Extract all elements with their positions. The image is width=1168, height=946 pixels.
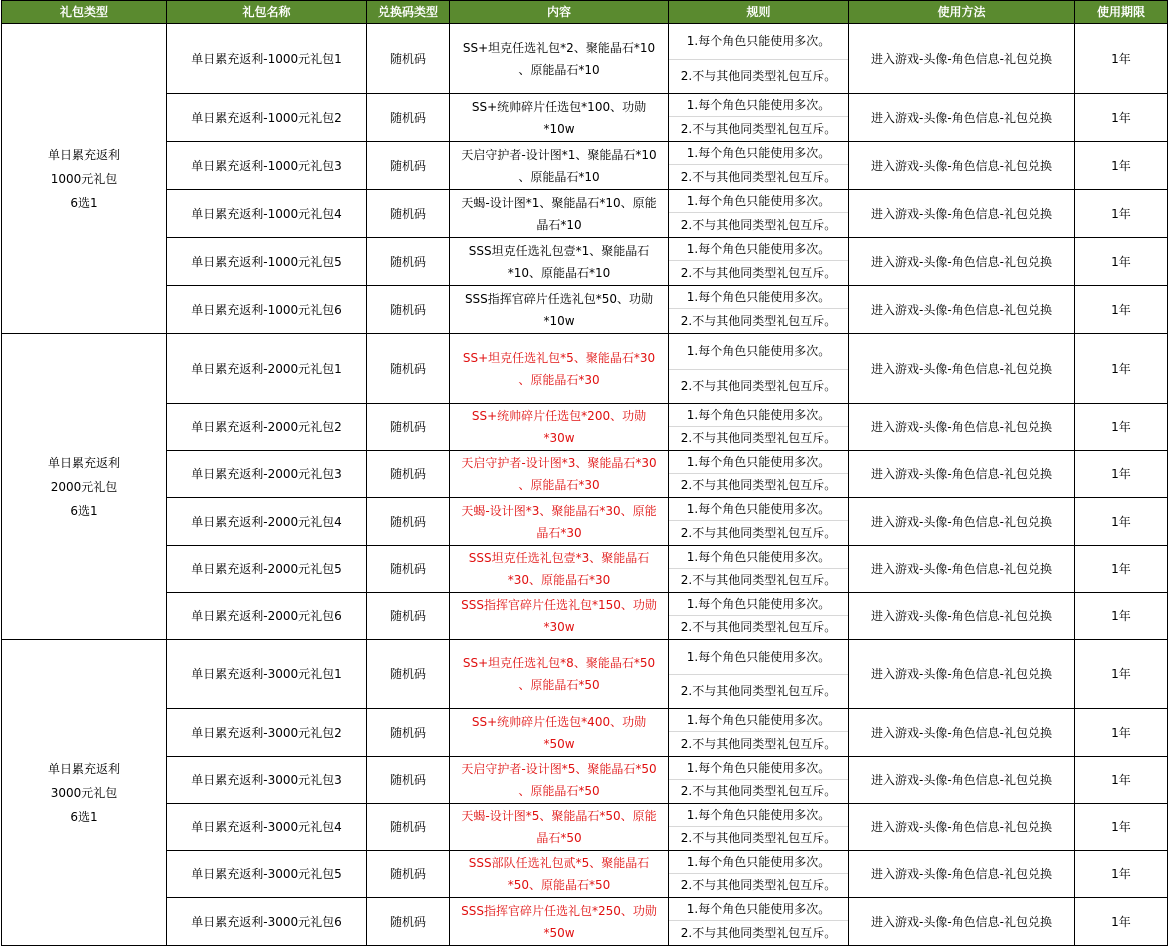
rule-line-2: 2.不与其他同类型礼包互斥。 xyxy=(680,170,837,184)
period-cell: 1年 xyxy=(1075,593,1168,640)
rule-line-1: 1.每个角色只能使用多次。 xyxy=(669,498,848,521)
rule-line-2: 2.不与其他同类型礼包互斥。 xyxy=(680,478,837,492)
table-row xyxy=(2,24,1168,94)
period-cell: 1年 xyxy=(1075,190,1168,238)
header-period: 使用期限 xyxy=(1075,1,1168,24)
rule-line-2: 2.不与其他同类型礼包互斥。 xyxy=(680,831,837,845)
period-cell: 1年 xyxy=(1075,286,1168,334)
table-row xyxy=(2,404,1168,451)
gift-type-line: 单日累充返利 xyxy=(47,761,120,776)
table-row xyxy=(2,546,1168,593)
rule-cell xyxy=(669,94,849,142)
period-cell: 1年 xyxy=(1075,851,1168,898)
content-line: SS+坦克任选礼包*2、聚能晶石*10 xyxy=(462,40,656,55)
method-cell: 进入游戏-头像-角色信息-礼包兑换 xyxy=(849,851,1075,898)
gift-type-line: 单日累充返利 xyxy=(47,455,120,470)
method-cell: 进入游戏-头像-角色信息-礼包兑换 xyxy=(849,640,1075,709)
code-type-cell: 随机码 xyxy=(367,190,450,238)
method-cell: 进入游戏-头像-角色信息-礼包兑换 xyxy=(849,24,1075,94)
rule-cell xyxy=(669,709,849,757)
method-cell: 进入游戏-头像-角色信息-礼包兑换 xyxy=(849,334,1075,404)
period-cell: 1年 xyxy=(1075,898,1168,946)
rule-line-1: 1.每个角色只能使用多次。 xyxy=(669,709,848,732)
content-line: 、原能晶石*30 xyxy=(518,372,600,387)
content-cell xyxy=(450,238,669,286)
rule-line-2: 2.不与其他同类型礼包互斥。 xyxy=(680,218,837,232)
method-cell: 进入游戏-头像-角色信息-礼包兑换 xyxy=(849,286,1075,334)
gift-name-cell: 单日累充返利-2000元礼包1 xyxy=(167,334,367,404)
gift-table xyxy=(1,0,1168,946)
content-cell xyxy=(450,404,669,451)
gift-type-cell xyxy=(2,640,167,946)
content-line: SS+统帅碎片任选包*100、功勋 xyxy=(471,99,647,114)
content-line: 晶石*30 xyxy=(536,525,582,540)
header-gift-type: 礼包类型 xyxy=(2,1,167,24)
rule-cell xyxy=(669,546,849,593)
method-cell: 进入游戏-头像-角色信息-礼包兑换 xyxy=(849,238,1075,286)
period-cell: 1年 xyxy=(1075,804,1168,851)
gift-name-cell: 单日累充返利-1000元礼包1 xyxy=(167,24,367,94)
rule-cell xyxy=(669,593,849,640)
table-row xyxy=(2,804,1168,851)
method-cell: 进入游戏-头像-角色信息-礼包兑换 xyxy=(849,451,1075,498)
method-cell: 进入游戏-头像-角色信息-礼包兑换 xyxy=(849,546,1075,593)
content-cell xyxy=(450,593,669,640)
table-row xyxy=(2,190,1168,238)
content-cell xyxy=(450,24,669,94)
rule-cell xyxy=(669,640,849,709)
gift-name-cell: 单日累充返利-1000元礼包3 xyxy=(167,142,367,190)
rule-line-1: 1.每个角色只能使用多次。 xyxy=(669,142,848,165)
period-cell: 1年 xyxy=(1075,546,1168,593)
content-cell xyxy=(450,546,669,593)
rule-cell xyxy=(669,757,849,804)
rule-line-1: 1.每个角色只能使用多次。 xyxy=(669,404,848,427)
rule-line-2: 2.不与其他同类型礼包互斥。 xyxy=(680,926,837,940)
content-line: SSS坦克任选礼包壹*3、聚能晶石 xyxy=(468,551,650,565)
gift-name-cell: 单日累充返利-1000元礼包2 xyxy=(167,94,367,142)
content-cell xyxy=(450,640,669,709)
gift-name-cell: 单日累充返利-1000元礼包4 xyxy=(167,190,367,238)
gift-name-cell: 单日累充返利-3000元礼包5 xyxy=(167,851,367,898)
content-line: *30w xyxy=(543,431,575,445)
code-type-cell: 随机码 xyxy=(367,334,450,404)
rule-cell xyxy=(669,286,849,334)
method-cell: 进入游戏-头像-角色信息-礼包兑换 xyxy=(849,804,1075,851)
table-row xyxy=(2,709,1168,757)
rule-line-1: 1.每个角色只能使用多次。 xyxy=(669,851,848,874)
rule-line-2: 2.不与其他同类型礼包互斥。 xyxy=(680,69,837,83)
gift-name-cell: 单日累充返利-2000元礼包2 xyxy=(167,404,367,451)
gift-name-cell: 单日累充返利-1000元礼包6 xyxy=(167,286,367,334)
table-row xyxy=(2,498,1168,546)
rule-line-1: 1.每个角色只能使用多次。 xyxy=(669,451,848,474)
rule-line-1: 1.每个角色只能使用多次。 xyxy=(669,804,848,827)
period-cell: 1年 xyxy=(1075,334,1168,404)
content-line: 晶石*50 xyxy=(536,831,582,845)
content-line: *50、原能晶石*50 xyxy=(507,878,611,892)
rule-line-2: 2.不与其他同类型礼包互斥。 xyxy=(680,379,837,393)
content-cell xyxy=(450,851,669,898)
rule-cell xyxy=(669,851,849,898)
rule-line-1: 1.每个角色只能使用多次。 xyxy=(669,546,848,569)
rule-line-2: 2.不与其他同类型礼包互斥。 xyxy=(680,526,837,540)
method-cell: 进入游戏-头像-角色信息-礼包兑换 xyxy=(849,498,1075,546)
rule-cell xyxy=(669,238,849,286)
gift-type-line: 1000元礼包 xyxy=(50,171,118,186)
gift-type-line: 2000元礼包 xyxy=(50,479,118,494)
rule-line-2: 2.不与其他同类型礼包互斥。 xyxy=(680,684,837,698)
gift-name-cell: 单日累充返利-2000元礼包3 xyxy=(167,451,367,498)
rule-cell xyxy=(669,898,849,946)
gift-name-cell: 单日累充返利-2000元礼包4 xyxy=(167,498,367,546)
content-line: 、原能晶石*10 xyxy=(518,169,600,184)
method-cell: 进入游戏-头像-角色信息-礼包兑换 xyxy=(849,190,1075,238)
header-rule: 规则 xyxy=(669,1,849,24)
content-line: 、原能晶石*50 xyxy=(518,678,600,692)
content-cell xyxy=(450,498,669,546)
method-cell: 进入游戏-头像-角色信息-礼包兑换 xyxy=(849,898,1075,946)
content-line: 天启守护者-设计图*1、聚能晶石*10 xyxy=(461,147,657,162)
rule-cell xyxy=(669,190,849,238)
gift-name-cell: 单日累充返利-3000元礼包3 xyxy=(167,757,367,804)
gift-type-cell xyxy=(2,24,167,334)
code-type-cell: 随机码 xyxy=(367,593,450,640)
rule-line-2: 2.不与其他同类型礼包互斥。 xyxy=(680,314,837,328)
method-cell: 进入游戏-头像-角色信息-礼包兑换 xyxy=(849,757,1075,804)
rule-line-2: 2.不与其他同类型礼包互斥。 xyxy=(680,573,837,587)
content-line: *50w xyxy=(543,736,575,751)
rule-cell xyxy=(669,24,849,94)
content-cell xyxy=(450,286,669,334)
content-line: SSS指挥官碎片任选礼包*150、功勋 xyxy=(461,598,657,612)
period-cell: 1年 xyxy=(1075,404,1168,451)
gift-type-line: 6选1 xyxy=(70,195,98,210)
content-line: SS+坦克任选礼包*8、聚能晶石*50 xyxy=(462,656,656,670)
rule-line-1: 1.每个角色只能使用多次。 xyxy=(669,190,848,213)
header-code-type: 兑换码类型 xyxy=(367,1,450,24)
rule-cell xyxy=(669,142,849,190)
period-cell: 1年 xyxy=(1075,640,1168,709)
rule-line-2: 2.不与其他同类型礼包互斥。 xyxy=(680,266,837,280)
content-cell xyxy=(450,190,669,238)
content-line: *10w xyxy=(543,313,575,328)
code-type-cell: 随机码 xyxy=(367,24,450,94)
rule-line-1: 1.每个角色只能使用多次。 xyxy=(669,334,848,370)
rule-line-2: 2.不与其他同类型礼包互斥。 xyxy=(680,122,837,136)
code-type-cell: 随机码 xyxy=(367,142,450,190)
period-cell: 1年 xyxy=(1075,498,1168,546)
rule-cell xyxy=(669,498,849,546)
rule-cell xyxy=(669,451,849,498)
table-row xyxy=(2,238,1168,286)
gift-name-cell: 单日累充返利-3000元礼包2 xyxy=(167,709,367,757)
method-cell: 进入游戏-头像-角色信息-礼包兑换 xyxy=(849,94,1075,142)
code-type-cell: 随机码 xyxy=(367,498,450,546)
period-cell: 1年 xyxy=(1075,238,1168,286)
header-gift-name: 礼包名称 xyxy=(167,1,367,24)
content-line: *30w xyxy=(543,620,575,634)
table-row xyxy=(2,286,1168,334)
table-row xyxy=(2,334,1168,404)
period-cell: 1年 xyxy=(1075,94,1168,142)
method-cell: 进入游戏-头像-角色信息-礼包兑换 xyxy=(849,709,1075,757)
rule-line-1: 1.每个角色只能使用多次。 xyxy=(669,286,848,309)
rule-line-2: 2.不与其他同类型礼包互斥。 xyxy=(680,878,837,892)
rule-line-1: 1.每个角色只能使用多次。 xyxy=(669,898,848,921)
code-type-cell: 随机码 xyxy=(367,851,450,898)
rule-line-2: 2.不与其他同类型礼包互斥。 xyxy=(680,620,837,634)
code-type-cell: 随机码 xyxy=(367,286,450,334)
code-type-cell: 随机码 xyxy=(367,640,450,709)
table-row xyxy=(2,593,1168,640)
content-line: *30、原能晶石*30 xyxy=(507,573,611,587)
gift-name-cell: 单日累充返利-2000元礼包6 xyxy=(167,593,367,640)
gift-type-line: 6选1 xyxy=(70,809,98,824)
content-line: SSS坦克任选礼包壹*1、聚能晶石 xyxy=(468,243,650,258)
code-type-cell: 随机码 xyxy=(367,238,450,286)
content-line: SSS指挥官碎片任选礼包*50、功勋 xyxy=(464,291,654,306)
content-cell xyxy=(450,757,669,804)
gift-type-cell xyxy=(2,334,167,640)
content-line: SS+统帅碎片任选包*400、功勋 xyxy=(471,714,647,729)
rule-cell xyxy=(669,404,849,451)
content-line: SSS部队任选礼包贰*5、聚能晶石 xyxy=(468,856,650,870)
content-line: 、原能晶石*30 xyxy=(518,478,600,492)
period-cell: 1年 xyxy=(1075,24,1168,94)
gift-name-cell: 单日累充返利-1000元礼包5 xyxy=(167,238,367,286)
rule-line-1: 1.每个角色只能使用多次。 xyxy=(669,640,848,675)
rule-line-1: 1.每个角色只能使用多次。 xyxy=(669,757,848,780)
period-cell: 1年 xyxy=(1075,451,1168,498)
rule-cell xyxy=(669,804,849,851)
method-cell: 进入游戏-头像-角色信息-礼包兑换 xyxy=(849,404,1075,451)
gift-type-line: 单日累充返利 xyxy=(47,147,120,162)
table-row xyxy=(2,898,1168,946)
gift-name-cell: 单日累充返利-3000元礼包1 xyxy=(167,640,367,709)
method-cell: 进入游戏-头像-角色信息-礼包兑换 xyxy=(849,142,1075,190)
content-cell xyxy=(450,804,669,851)
table-row xyxy=(2,757,1168,804)
content-line: 天蝎-设计图*3、聚能晶石*30、原能 xyxy=(461,503,657,518)
code-type-cell: 随机码 xyxy=(367,757,450,804)
content-cell xyxy=(450,451,669,498)
rule-line-1: 1.每个角色只能使用多次。 xyxy=(669,593,848,616)
gift-name-cell: 单日累充返利-2000元礼包5 xyxy=(167,546,367,593)
content-line: 天启守护者-设计图*3、聚能晶石*30 xyxy=(461,456,657,470)
rule-line-2: 2.不与其他同类型礼包互斥。 xyxy=(680,737,837,751)
content-line: SS+统帅碎片任选包*200、功勋 xyxy=(471,409,647,423)
period-cell: 1年 xyxy=(1075,709,1168,757)
table-row xyxy=(2,851,1168,898)
period-cell: 1年 xyxy=(1075,757,1168,804)
rule-line-1: 1.每个角色只能使用多次。 xyxy=(669,238,848,261)
content-cell xyxy=(450,898,669,946)
code-type-cell: 随机码 xyxy=(367,898,450,946)
gift-type-line: 3000元礼包 xyxy=(50,785,118,800)
rule-cell xyxy=(669,334,849,404)
content-cell xyxy=(450,334,669,404)
code-type-cell: 随机码 xyxy=(367,546,450,593)
header-content: 内容 xyxy=(450,1,669,24)
rule-line-1: 1.每个角色只能使用多次。 xyxy=(669,24,848,60)
content-cell xyxy=(450,94,669,142)
table-row xyxy=(2,94,1168,142)
content-cell xyxy=(450,142,669,190)
code-type-cell: 随机码 xyxy=(367,804,450,851)
content-line: 、原能晶石*10 xyxy=(518,62,600,77)
header-method: 使用方法 xyxy=(849,1,1075,24)
content-line: 、原能晶石*50 xyxy=(518,784,600,798)
code-type-cell: 随机码 xyxy=(367,709,450,757)
code-type-cell: 随机码 xyxy=(367,404,450,451)
content-cell xyxy=(450,709,669,757)
content-line: *50w xyxy=(543,925,575,940)
content-line: 晶石*10 xyxy=(536,217,582,232)
content-line: 天蝎-设计图*5、聚能晶石*50、原能 xyxy=(461,809,657,823)
content-line: 天蝎-设计图*1、聚能晶石*10、原能 xyxy=(461,195,657,210)
gift-name-cell: 单日累充返利-3000元礼包6 xyxy=(167,898,367,946)
period-cell: 1年 xyxy=(1075,142,1168,190)
rule-line-2: 2.不与其他同类型礼包互斥。 xyxy=(680,784,837,798)
code-type-cell: 随机码 xyxy=(367,451,450,498)
method-cell: 进入游戏-头像-角色信息-礼包兑换 xyxy=(849,593,1075,640)
rule-line-1: 1.每个角色只能使用多次。 xyxy=(669,94,848,117)
rule-line-2: 2.不与其他同类型礼包互斥。 xyxy=(680,431,837,445)
header-row xyxy=(2,1,1168,24)
content-line: SS+坦克任选礼包*5、聚能晶石*30 xyxy=(462,350,656,365)
table-body xyxy=(2,24,1168,946)
content-line: SSS指挥官碎片任选礼包*250、功勋 xyxy=(461,903,657,918)
gift-name-cell: 单日累充返利-3000元礼包4 xyxy=(167,804,367,851)
content-line: 天启守护者-设计图*5、聚能晶石*50 xyxy=(461,762,657,776)
table-row xyxy=(2,142,1168,190)
content-line: *10w xyxy=(543,121,575,136)
code-type-cell: 随机码 xyxy=(367,94,450,142)
gift-type-line: 6选1 xyxy=(70,503,98,518)
table-row xyxy=(2,640,1168,709)
content-line: *10、原能晶石*10 xyxy=(507,265,611,280)
table-row xyxy=(2,451,1168,498)
